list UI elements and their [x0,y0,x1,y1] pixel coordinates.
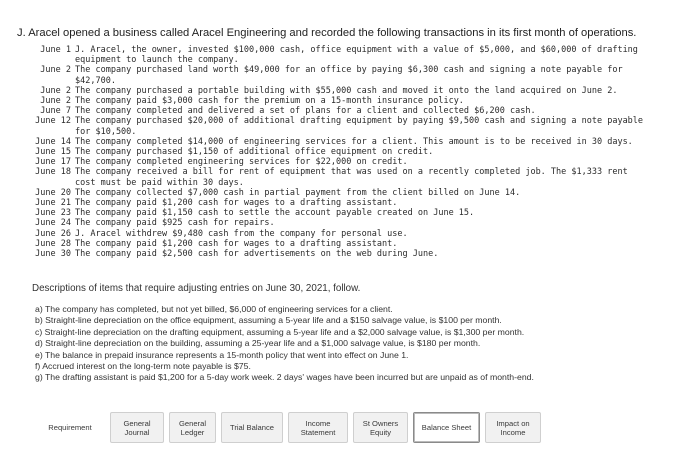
transaction-row [22,239,694,249]
adjusting-items-list [35,304,695,384]
transaction-text: The company purchased a portable building with $55,000 cash and moved it onto the land acquired on June 2. [75,85,618,96]
transaction-date: June 14 [35,136,71,147]
transaction-text: The company received a bill for rent of equipment that was used on a recently completed job. The $1,333 rent cost must be paid within 30 days. [75,167,628,188]
adjusting-item: d) Straight-line depreciation on the building, assuming a 25-year life and a $1,000 salvage value, is $180 per month. [35,338,481,349]
transaction-date: June 20 [35,187,71,198]
transaction-row [22,157,694,167]
tab-income-statement[interactable] [288,412,348,443]
transaction-text: The company paid $2,500 cash for advertisements on the web during June. [75,249,439,260]
transaction-row [22,198,694,208]
tab-label: Balance Sheet [421,423,472,432]
transaction-row [22,188,694,198]
tab-general-ledger[interactable] [169,412,216,443]
transaction-row [22,218,694,228]
requirement-tabs [35,412,546,443]
transaction-row [22,167,694,187]
transaction-text: The company paid $1,200 cash for wages to a drafting assistant. [75,198,398,209]
adjusting-item: c) Straight-line depreciation on the drafting equipment, assuming a 5-year life and a $2,000 salvage value, is $1,300 per month. [35,326,525,337]
tab-label: Impact on Income [496,418,530,437]
transaction-date: June 2 [40,85,71,96]
transaction-text: The company purchased $20,000 of additional drafting equipment by paying $9,500 cash and signing a note payable for $10,500. [75,116,644,137]
problem-title: J. Aracel opened a business called Aracel Engineering and recorded the following transactions in its first month of operations. [17,27,637,39]
transaction-date: June 21 [35,198,71,209]
transaction-row [22,96,694,106]
transaction-list [22,45,694,259]
transaction-date: June 28 [35,238,71,249]
tab-impact-on-income[interactable] [485,412,541,443]
transaction-row [22,229,694,239]
transaction-row [22,116,694,136]
transaction-date: June 26 [35,228,71,239]
adjusting-item: e) The balance in prepaid insurance represents a 15-month policy that went into effect on June 1. [35,349,409,360]
tab-label: General Journal [123,418,151,437]
transaction-date: June 24 [35,218,71,229]
tab-st-owners-equity[interactable] [353,412,408,443]
transaction-date: June 15 [35,147,71,158]
transaction-row [22,106,694,116]
transaction-row [22,249,694,259]
transaction-text: The company collected $7,000 cash in partial payment from the client billed on June 14. [75,187,521,198]
tab-label: Income Statement [300,418,336,437]
transaction-date: June 7 [40,106,71,117]
transaction-text: J. Aracel withdrew $9,480 cash from the company for personal use. [75,228,408,239]
transaction-row [22,208,694,218]
transaction-row [22,147,694,157]
transaction-date: June 2 [40,96,71,107]
tab-requirement[interactable] [35,412,105,443]
tab-general-journal[interactable] [110,412,164,443]
transaction-text: The company paid $925 cash for repairs. [75,218,275,229]
tab-label: Trial Balance [229,423,275,432]
transaction-text: The company purchased $1,150 of additional office equipment on credit. [75,147,434,158]
transaction-date: June 18 [35,167,71,178]
transaction-row [22,86,694,96]
tab-label: General Ledger [178,418,207,437]
tab-label: Requirement [48,423,92,432]
transaction-text: The company paid $1,200 cash for wages to a drafting assistant. [75,238,398,249]
transaction-date: June 17 [35,157,71,168]
tab-balance-sheet[interactable] [413,412,480,443]
transaction-text: The company completed and delivered a set of plans for a client and collected $6,200 cash. [75,106,536,117]
adjusting-entries-heading: Descriptions of items that require adjusting entries on June 30, 2021, follow. [32,283,361,294]
transaction-date: June 2 [40,65,71,76]
transaction-text: The company paid $3,000 cash for the premium on a 15-month insurance policy. [75,96,464,107]
transaction-text: The company completed $14,000 of engineering services for a client. This amount is to be received in 30 days. [75,136,633,147]
transaction-row [22,137,694,147]
transaction-row [22,65,694,85]
transaction-text: The company purchased land worth $49,000 for an office by paying $6,300 cash and signing a note payable for $42,700. [75,65,623,86]
transaction-row [22,45,694,65]
adjusting-item: a) The company has completed, but not yet billed, $6,000 of engineering services for a client. [35,304,393,314]
transaction-text: J. Aracel, the owner, invested $100,000 cash, office equipment with a value of $5,000, and $60,000 of drafting equipment to launch the company. [75,45,638,66]
adjusting-item: b) Straight-line depreciation on the office equipment, assuming a 5-year life and a $150 salvage value, is $100 per month. [35,315,502,326]
transaction-date: June 30 [35,249,71,260]
adjusting-item: f) Accrued interest on the long-term note payable is $75. [35,361,251,372]
transaction-date: June 1 [40,45,71,55]
transaction-date: June 12 [35,116,71,127]
transaction-text: The company paid $1,150 cash to settle the account payable created on June 15. [75,208,475,219]
transaction-text: The company completed engineering services for $22,000 on credit. [75,157,408,168]
transaction-date: June 23 [35,208,71,219]
tab-label: St Owners Equity [362,418,399,437]
adjusting-item: g) The drafting assistant is paid $1,200 for a 5-day work week. 2 days' wages have been incurred but are unpaid as of month-end. [35,372,534,383]
tab-trial-balance[interactable] [221,412,283,443]
